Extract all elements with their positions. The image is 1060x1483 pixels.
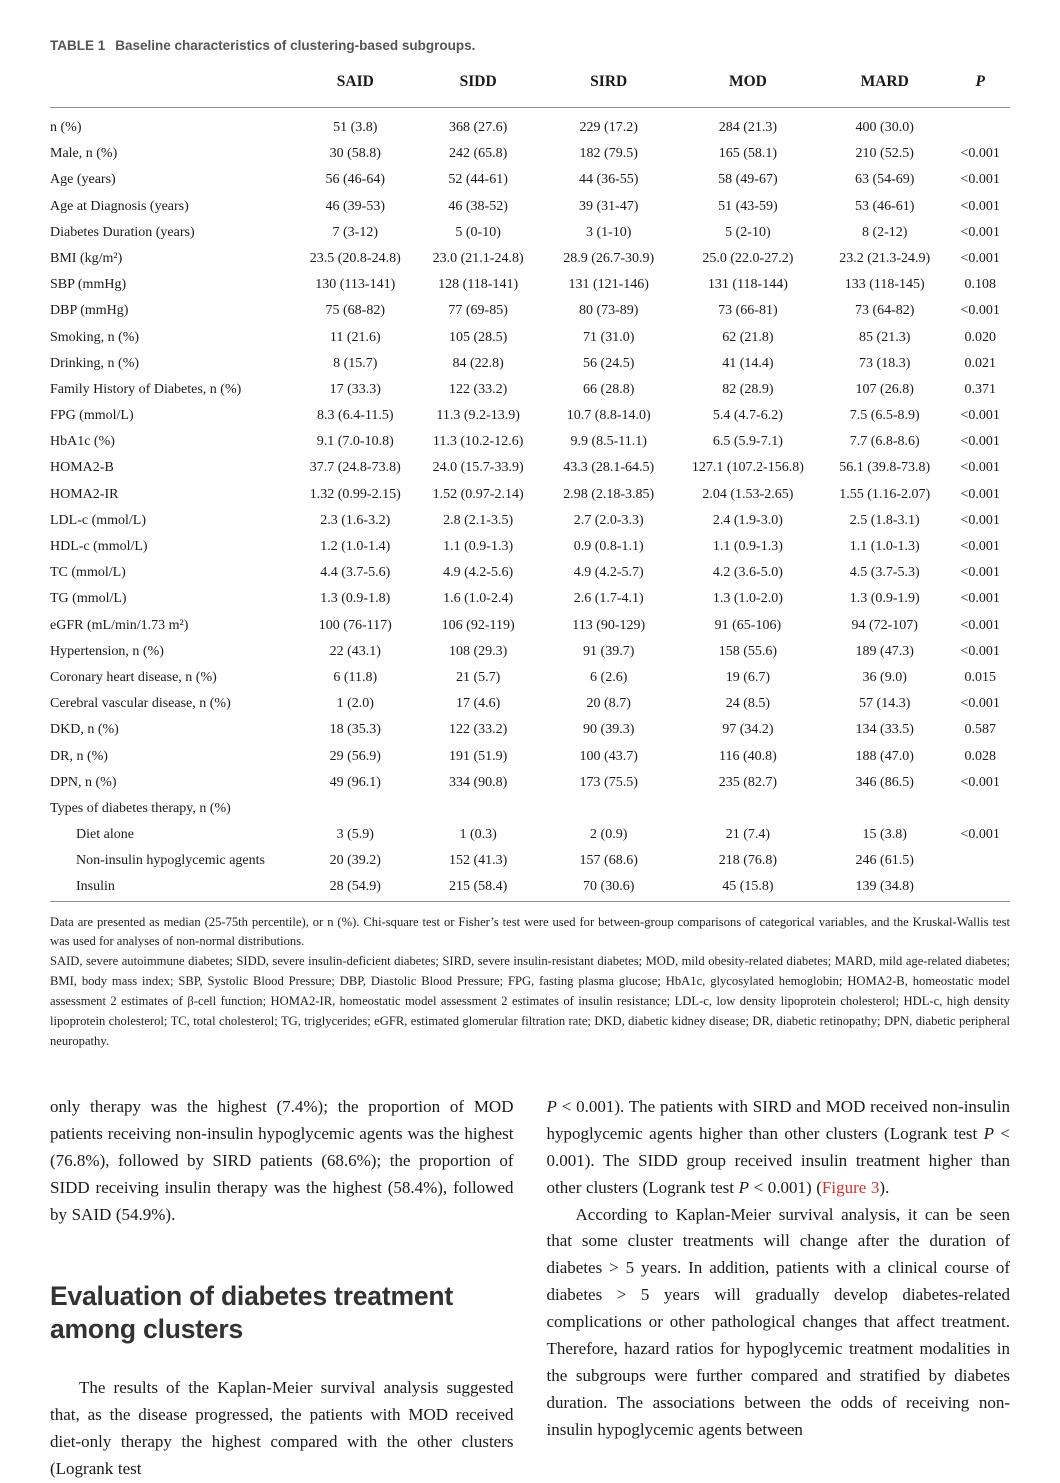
table-caption: Baseline characteristics of clustering-based subgroups. [115, 38, 476, 53]
value-cell: 57 (14.3) [859, 696, 911, 712]
value-cell: 191 (51.9) [448, 748, 508, 764]
table-row [50, 665, 1010, 691]
p-value-cell: <0.001 [960, 172, 1000, 188]
value-cell: 30 (58.8) [329, 146, 381, 162]
table-row [50, 403, 1010, 429]
row-label: TC (mmol/L) [50, 565, 126, 581]
value-cell: 17 (33.3) [329, 381, 381, 397]
row-label: Male, n (%) [50, 146, 118, 162]
value-cell: 215 (58.4) [448, 879, 508, 895]
value-cell: 66 (28.8) [583, 381, 635, 397]
row-label: eGFR (mL/min/1.73 m²) [50, 617, 189, 633]
value-cell: 131 (121-146) [568, 277, 649, 293]
value-cell: 36 (9.0) [862, 669, 907, 685]
value-cell: 242 (65.8) [448, 146, 508, 162]
row-label: Insulin [76, 879, 115, 895]
value-cell: 6 (2.6) [590, 669, 628, 685]
value-cell: 2.98 (2.18-3.85) [563, 486, 655, 502]
p-value-cell: <0.001 [960, 303, 1000, 319]
header-spacer-cell [50, 67, 295, 108]
italic-p-symbol: P [983, 1123, 995, 1143]
value-cell: 346 (86.5) [855, 774, 914, 790]
table-row [50, 770, 1010, 796]
table-header-row [50, 67, 1010, 108]
footnote-abbreviations: SAID, severe autoimmune diabetes; SIDD, severe insulin-deficient diabetes; SIRD, severe insulin-resistant diabetes; MOD, mild obesity-related diabetes; MARD, mild age-related diabetes; BMI, body mass index; SBP, Systolic Blood Pressure; DBP, Diastolic Blood Pressure; FPG, fasting plasma glucose; HbA1c, glycosylated hemoglobin; HOMA2-B, homeostatic model assessment 2 estimates of β-cell function; HOMA2-IR, homeostatic model assessment 2 estimates of insulin resistance; LDL-c, low density lipoprotein cholesterol; HDL-c, high density lipoprotein cholesterol; TC, total cholesterol; TG, triglycerides; eGFR, estimated glomerular filtration rate; DKD, diabetic kidney disease; DR, diabetic retinopathy; DPN, diabetic peripheral neuropathy. [50, 954, 1010, 1048]
table-row [50, 246, 1010, 272]
value-cell: 182 (79.5) [579, 146, 638, 162]
value-cell: 9.9 (8.5-11.1) [570, 434, 647, 450]
value-cell: 23.5 (20.8-24.8) [309, 250, 401, 266]
value-cell: 218 (76.8) [718, 853, 778, 869]
table-row [50, 272, 1010, 298]
value-cell: 7.7 (6.8-8.6) [849, 434, 920, 450]
value-cell: 37.7 (24.8-73.8) [309, 460, 401, 476]
column-header-sird: SIRD [541, 67, 677, 108]
value-cell: 2 (0.9) [590, 827, 628, 843]
value-cell: 2.3 (1.6-3.2) [320, 512, 391, 528]
value-cell: 2.6 (1.7-4.1) [573, 591, 644, 607]
value-cell: 229 (17.2) [579, 120, 638, 135]
value-cell: 1.1 (0.9-1.3) [443, 539, 514, 554]
value-cell: 2.7 (2.0-3.3) [573, 512, 644, 528]
value-cell: 53 (46-61) [854, 198, 915, 214]
value-cell: 5 (2-10) [725, 224, 771, 240]
value-cell: 44 (36-55) [578, 172, 639, 188]
table-row [50, 717, 1010, 743]
table-row [50, 220, 1010, 246]
value-cell: 106 (92-119) [441, 617, 515, 633]
value-cell: 80 (73-89) [578, 303, 639, 319]
value-cell: 39 (31-47) [578, 198, 639, 214]
value-cell: 2.04 (1.53-2.65) [702, 486, 794, 502]
value-cell: 1.1 (1.0-1.3) [849, 539, 920, 554]
table-row [50, 324, 1010, 350]
value-cell: 1.1 (0.9-1.3) [712, 539, 783, 554]
value-cell: 368 (27.6) [448, 120, 508, 135]
value-cell: 28.9 (26.7-30.9) [563, 250, 655, 266]
value-cell: 82 (28.9) [722, 381, 774, 397]
row-label: Age at Diagnosis (years) [50, 198, 189, 214]
paragraph-therapy-proportions: only therapy was the highest (7.4%); the proportion of MOD patients receiving non-insulin hypoglycemic agents was the highest (76.8%), followed by SIRD patients (68.6%); the proportion of SIDD receiving insulin therapy was the highest (58.4%), followed by SAID (54.9%). [50, 1096, 514, 1224]
table-row [50, 874, 1010, 901]
p-value-cell: <0.001 [960, 408, 1000, 424]
table-row [50, 108, 1010, 142]
value-cell [819, 796, 951, 822]
value-cell: 152 (41.3) [448, 853, 508, 869]
table-row [50, 508, 1010, 534]
value-cell: 130 (113-141) [315, 277, 396, 293]
figure-3-link[interactable]: Figure 3 [821, 1177, 880, 1197]
row-label: Diet alone [76, 827, 134, 843]
value-cell: 165 (58.1) [718, 146, 778, 162]
row-label: Cerebral vascular disease, n (%) [50, 696, 231, 712]
value-cell: 73 (18.3) [859, 355, 911, 371]
value-cell: 24.0 (15.7-33.9) [432, 460, 524, 476]
value-cell: 116 (40.8) [718, 748, 777, 764]
value-cell: 1.52 (0.97-2.14) [432, 486, 524, 502]
p-value-cell: <0.001 [960, 565, 1000, 581]
table-row [50, 560, 1010, 586]
value-cell: 113 (90-129) [572, 617, 646, 633]
paragraph-duration-analysis: According to Kaplan-Meier survival analysis, it can be seen that some cluster treatments will change after the duration of diabetes > 5 years. In addition, patients with a clinical course of diabetes > 5 years will gradually develop diabetes-related complications or other pathological changes that affect treatment. Therefore, hazard ratios for hypoglycemic treatment modalities in the subgroups were further compared and stratified by diabetes duration. The associations between the odds of receiving non-insulin hypoglycemic agents between [546, 1204, 1010, 1440]
value-cell: 8 (2-12) [861, 224, 908, 240]
value-cell: 52 (44-61) [448, 172, 508, 188]
p-value-cell: <0.001 [960, 224, 1000, 240]
table-row [50, 141, 1010, 167]
value-cell: 4.4 (3.7-5.6) [320, 565, 391, 581]
value-cell: 77 (69-85) [448, 303, 508, 319]
value-cell: 21 (7.4) [725, 827, 771, 843]
column-header-said: SAID [295, 67, 416, 108]
value-cell: 56 (46-64) [325, 172, 386, 188]
p-value-cell: 0.587 [964, 722, 996, 738]
value-cell: 4.5 (3.7-5.3) [849, 565, 920, 581]
row-label: n (%) [50, 120, 82, 135]
value-cell: 6 (11.8) [333, 669, 378, 685]
value-cell: 4.2 (3.6-5.0) [712, 565, 783, 581]
value-cell: 1.3 (0.9-1.9) [849, 591, 920, 607]
row-label: Diabetes Duration (years) [50, 224, 195, 240]
text-run: < 0.001). The patients with SIRD and MOD received non-insulin hypoglycemic agents higher than other clusters (Logrank test [546, 1096, 1010, 1143]
value-cell: 1.6 (1.0-2.4) [443, 591, 514, 607]
value-cell: 2.5 (1.8-3.1) [849, 512, 920, 528]
value-cell: 235 (82.7) [718, 774, 778, 790]
value-cell: 94 (72-107) [851, 617, 918, 633]
p-value-cell: <0.001 [960, 146, 1000, 162]
row-label: HOMA2-B [50, 460, 114, 476]
value-cell: 2.8 (2.1-3.5) [443, 512, 514, 528]
value-cell: 128 (118-141) [438, 277, 519, 293]
value-cell: 56.1 (39.8-73.8) [839, 460, 931, 476]
value-cell: 1.3 (0.9-1.8) [320, 591, 391, 607]
value-cell: 73 (64-82) [854, 303, 915, 319]
value-cell: 139 (34.8) [855, 879, 914, 895]
p-value-cell: 0.015 [964, 669, 996, 685]
value-cell: 246 (61.5) [855, 853, 914, 869]
value-cell: 21 (5.7) [455, 669, 501, 685]
row-label: HDL-c (mmol/L) [50, 539, 148, 554]
p-value-cell: 0.021 [964, 355, 996, 371]
p-value-cell: <0.001 [960, 250, 1000, 266]
value-cell: 58 (49-67) [718, 172, 778, 188]
p-value-cell: 0.108 [964, 277, 996, 293]
row-label: Smoking, n (%) [50, 329, 140, 345]
value-cell: 1 (2.0) [336, 696, 374, 712]
p-value-cell: <0.001 [960, 460, 1000, 476]
body-right-column [547, 1094, 1011, 1483]
value-cell: 134 (33.5) [855, 722, 914, 738]
row-label: Family History of Diabetes, n (%) [50, 381, 242, 397]
p-value-cell: <0.001 [960, 486, 1000, 502]
value-cell: 9.1 (7.0-10.8) [316, 434, 394, 450]
body-text-columns [50, 1094, 1010, 1483]
value-cell: 63 (54-69) [854, 172, 915, 188]
value-cell: 1.32 (0.99-2.15) [309, 486, 401, 502]
value-cell: 18 (35.3) [329, 722, 381, 738]
value-cell: 334 (90.8) [448, 774, 508, 790]
column-header-sidd: SIDD [416, 67, 541, 108]
value-cell: 133 (118-145) [844, 277, 925, 293]
value-cell: 4.9 (4.2-5.6) [443, 565, 514, 581]
row-label: Types of diabetes therapy, n (%) [50, 800, 231, 816]
column-header-p: P [950, 67, 1010, 108]
row-label: FPG (mmol/L) [50, 408, 134, 424]
table-row [50, 822, 1010, 848]
footnote-statistics: Data are presented as median (25-75th percentile), or n (%). Chi-square test or Fisher’s test were used for between-group comparisons of categorical variables, and the Kruskal-Wallis test was used for analyses of non-normal distributions. [50, 914, 1010, 949]
value-cell: 284 (21.3) [718, 120, 778, 135]
value-cell: 105 (28.5) [448, 329, 508, 345]
value-cell: 2.4 (1.9-3.0) [712, 512, 783, 528]
value-cell [541, 796, 677, 822]
table-row [50, 639, 1010, 665]
p-value-cell: <0.001 [960, 696, 1000, 712]
row-label: LDL-c (mmol/L) [50, 512, 147, 528]
italic-p-symbol: P [738, 1177, 749, 1197]
value-cell: 1.2 (1.0-1.4) [320, 539, 391, 554]
value-cell: 29 (56.9) [329, 748, 381, 764]
value-cell: 41 (14.4) [722, 355, 774, 371]
value-cell: 49 (96.1) [329, 774, 381, 790]
value-cell: 11.3 (10.2-12.6) [432, 434, 524, 450]
value-cell: 122 (33.2) [448, 722, 508, 738]
p-value-cell: <0.001 [960, 434, 1000, 450]
row-label: BMI (kg/m²) [50, 250, 123, 266]
table-row [50, 534, 1010, 560]
p-value-cell: <0.001 [960, 512, 1000, 528]
row-label: DR, n (%) [50, 748, 108, 764]
paragraph-logrank-results [547, 1094, 1011, 1202]
table-row [50, 743, 1010, 769]
value-cell [416, 796, 541, 822]
row-label: Hypertension, n (%) [50, 643, 164, 659]
value-cell: 107 (26.8) [855, 381, 914, 397]
value-cell: 173 (75.5) [579, 774, 638, 790]
value-cell: 62 (21.8) [722, 329, 774, 345]
value-cell: 1.3 (1.0-2.0) [712, 591, 783, 607]
row-label: DPN, n (%) [50, 774, 117, 790]
value-cell: 22 (43.1) [329, 643, 381, 659]
table-row [50, 482, 1010, 508]
table-row [50, 691, 1010, 717]
value-cell: 5.4 (4.7-6.2) [712, 408, 783, 424]
column-header-mod: MOD [677, 67, 819, 108]
row-label: SBP (mmHg) [50, 277, 127, 293]
value-cell: 7.5 (6.5-8.9) [849, 408, 920, 424]
value-cell: 188 (47.0) [855, 748, 914, 764]
p-value-cell [950, 796, 1010, 822]
table-row [50, 298, 1010, 324]
row-label: Drinking, n (%) [50, 355, 140, 371]
p-value-cell: <0.001 [960, 539, 1000, 554]
value-cell: 131 (118-144) [707, 277, 788, 293]
value-cell: 400 (30.0) [855, 120, 914, 135]
column-header-mard: MARD [819, 67, 951, 108]
value-cell: 46 (39-53) [325, 198, 386, 214]
value-cell: 43.3 (28.1-64.5) [563, 460, 655, 476]
text-run: < 0.001) ( [748, 1177, 822, 1197]
value-cell: 90 (39.3) [583, 722, 635, 738]
value-cell: 1 (0.3) [459, 827, 497, 843]
p-value-cell: <0.001 [960, 643, 1000, 659]
value-cell: 3 (5.9) [336, 827, 374, 843]
row-label: Age (years) [50, 172, 116, 188]
value-cell: 210 (52.5) [855, 146, 914, 162]
p-value-cell: 0.020 [964, 329, 996, 345]
italic-p-symbol: P [546, 1096, 557, 1116]
p-value-cell [950, 848, 1010, 874]
section-heading-evaluation: Evaluation of diabetes treatment among clusters [50, 1281, 453, 1344]
p-value-cell: <0.001 [960, 827, 1000, 843]
value-cell: 189 (47.3) [855, 643, 914, 659]
value-cell: 7 (3-12) [332, 224, 379, 240]
p-value-cell: <0.001 [960, 617, 1000, 633]
text-run: ). [879, 1177, 890, 1197]
value-cell: 11.3 (9.2-13.9) [436, 408, 520, 424]
value-cell [295, 796, 416, 822]
value-cell: 11 (21.6) [329, 329, 381, 345]
p-value-cell [950, 874, 1010, 901]
value-cell: 46 (38-52) [448, 198, 508, 214]
value-cell: 17 (4.6) [455, 696, 501, 712]
table-footnotes [50, 913, 1010, 1052]
table-row [50, 167, 1010, 193]
value-cell: 1.55 (1.16-2.07) [839, 486, 931, 502]
table-row [50, 612, 1010, 638]
value-cell: 10.7 (8.8-14.0) [566, 408, 651, 424]
p-value-cell: <0.001 [960, 774, 1000, 790]
value-cell: 100 (43.7) [579, 748, 638, 764]
value-cell: 70 (30.6) [583, 879, 635, 895]
row-label: Coronary heart disease, n (%) [50, 669, 217, 685]
value-cell: 4.9 (4.2-5.7) [573, 565, 644, 581]
value-cell: 100 (76-117) [318, 617, 392, 633]
value-cell: 6.5 (5.9-7.1) [712, 434, 783, 450]
p-value-cell: 0.371 [964, 381, 996, 397]
value-cell: 8.3 (6.4-11.5) [317, 408, 394, 424]
p-value-cell: 0.028 [964, 748, 996, 764]
value-cell: 25.0 (22.0-27.2) [702, 250, 794, 266]
table-caption-line [50, 38, 1010, 53]
text-run: < 0.001). The SIDD group received insulin treatment higher than other clusters (Logrank test [546, 1123, 1010, 1197]
value-cell: 23.0 (21.1-24.8) [432, 250, 524, 266]
value-cell: 75 (68-82) [325, 303, 386, 319]
p-value-cell [950, 108, 1010, 142]
table-row [50, 586, 1010, 612]
paragraph-kaplan-meier-left: The results of the Kaplan-Meier survival analysis suggested that, as the disease progressed, the patients with MOD received diet-only therapy the highest compared with the other clusters (Logrank test [50, 1378, 514, 1478]
value-cell: 158 (55.6) [718, 643, 778, 659]
value-cell: 0.9 (0.8-1.1) [573, 539, 644, 554]
value-cell: 45 (15.8) [722, 879, 774, 895]
row-label: DBP (mmHg) [50, 303, 129, 319]
table-row [50, 193, 1010, 219]
value-cell: 20 (8.7) [586, 696, 631, 712]
value-cell: 20 (39.2) [329, 853, 381, 869]
row-label: TG (mmol/L) [50, 591, 127, 607]
p-value-cell: <0.001 [960, 591, 1000, 607]
value-cell: 71 (31.0) [583, 329, 635, 345]
value-cell: 85 (21.3) [859, 329, 911, 345]
table-row [50, 377, 1010, 403]
value-cell: 23.2 (21.3-24.9) [839, 250, 931, 266]
value-cell: 84 (22.8) [452, 355, 504, 371]
row-label: HOMA2-IR [50, 486, 119, 502]
value-cell: 122 (33.2) [448, 381, 508, 397]
value-cell: 91 (65-106) [714, 617, 782, 633]
baseline-characteristics-table [50, 67, 1010, 902]
value-cell: 51 (3.8) [333, 120, 378, 135]
row-label: DKD, n (%) [50, 722, 119, 738]
value-cell: 15 (3.8) [862, 827, 907, 843]
value-cell: 73 (66-81) [718, 303, 778, 319]
table-row [50, 455, 1010, 481]
value-cell: 8 (15.7) [333, 355, 378, 371]
table-row [50, 848, 1010, 874]
value-cell: 157 (68.6) [579, 853, 638, 869]
value-cell: 127.1 (107.2-156.8) [691, 460, 804, 476]
value-cell: 108 (29.3) [448, 643, 508, 659]
value-cell: 3 (1-10) [585, 224, 632, 240]
table-row [50, 429, 1010, 455]
table-row [50, 796, 1010, 822]
value-cell: 28 (54.9) [329, 879, 381, 895]
body-left-column [50, 1094, 514, 1483]
value-cell [677, 796, 819, 822]
p-value-cell: <0.001 [960, 198, 1000, 214]
value-cell: 51 (43-59) [718, 198, 778, 214]
value-cell: 24 (8.5) [725, 696, 771, 712]
value-cell: 56 (24.5) [583, 355, 635, 371]
value-cell: 91 (39.7) [583, 643, 635, 659]
table-label: TABLE 1 [50, 38, 106, 53]
value-cell: 5 (0-10) [455, 224, 501, 240]
row-label: HbA1c (%) [50, 434, 115, 450]
value-cell: 97 (34.2) [722, 722, 774, 738]
value-cell: 19 (6.7) [725, 669, 771, 685]
row-label: Non-insulin hypoglycemic agents [76, 853, 265, 869]
table-row [50, 351, 1010, 377]
